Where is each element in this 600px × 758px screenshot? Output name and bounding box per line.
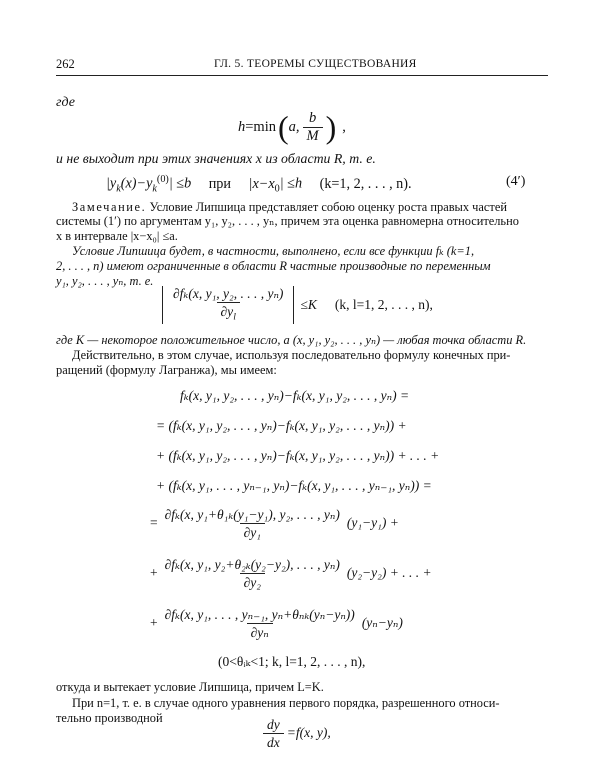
equation-bounded-derivative [162, 282, 433, 328]
frac-num: ∂fₖ(x, y₁, y₂+θ₂ₖ(y₂−y₂), . . . , yₙ) [164, 556, 340, 572]
remark-text: Условие Липшица представляет собою оценку роста правых частей [149, 200, 507, 214]
paragraph-line: откуда и вытекает условие Липшица, причем L=K. [56, 680, 324, 694]
eq-sub: 0 [274, 183, 280, 195]
remark-line: системы (1′) по аргументам y₁, y₂, . . . , yₙ, причем эта оценка равномерна относительно [56, 214, 519, 228]
eq-sup: (0) [156, 174, 169, 185]
eq-part: |y [106, 175, 117, 192]
remark-line [72, 200, 507, 214]
eq-comma: , [342, 118, 346, 135]
paragraph-line: тельно производной [56, 711, 163, 725]
frac-den: $\partial y_l$ [217, 302, 240, 325]
paragraph-line: y₁, y₂, . . . , yₙ, т. е. [56, 274, 154, 288]
eq-word: при [208, 175, 231, 192]
derivation-line: + $\frac{\text{∂fₖ(x, y₁, . . . , yₙ₋₁, yₙ+θₙₖ(yₙ−yₙ))}}{\text{∂yₙ}}$ (yₙ−yₙ) [150, 606, 403, 640]
eq-symbol: h [238, 118, 246, 135]
remark-title: Замечание. [72, 200, 147, 214]
frac-den: ∂yₙ [247, 623, 273, 640]
eq-sub: k [116, 183, 121, 195]
eq-part: ≤K [300, 297, 317, 312]
eq-part: (k=1, 2, . . . , n). [319, 175, 412, 192]
equation-ode [260, 713, 331, 753]
eq-part: (k, l=1, 2, . . . , n), [334, 297, 433, 312]
header-rule [56, 75, 548, 76]
frac-num: ∂fₖ(x, y₁, . . . , yₙ₋₁, yₙ+θₙₖ(yₙ−yₙ)) [164, 606, 355, 622]
text-line: где [56, 95, 75, 110]
derivation-line: = $\frac{\text{∂fₖ(x, y₁+θ₁ₖ(y₁−y₁), y₂, . . . , yₙ)}}{\text{∂y₁}}$ (y₁−y₁) + [150, 506, 399, 540]
eq-symbol: =min [245, 118, 276, 135]
eq-part: | ≤h [279, 175, 303, 192]
eq-sub: k [152, 183, 157, 195]
paragraph-line: ращений (формулу Лагранжа), мы имеем: [56, 363, 277, 377]
frac-den: ∂y₂ [240, 573, 265, 590]
running-title: ГЛ. 5. ТЕОРЕМЫ СУЩЕСТВОВАНИЯ [214, 58, 417, 70]
frac-den: M [303, 127, 323, 144]
equation-h-min [238, 102, 346, 152]
frac-num: ∂fₖ(x, y₁, y₂, . . . , yₙ) [173, 285, 284, 301]
eq-part: (x)−y [120, 175, 153, 192]
frac-num: b [308, 109, 317, 126]
equation-4prime [106, 174, 412, 195]
frac-num: ∂fₖ(x, y₁+θ₁ₖ(y₁−y₁), y₂, . . . , yₙ) [164, 506, 340, 522]
paragraph-line: Действительно, в этом случае, используя последовательно формулу конечных при- [72, 348, 511, 362]
paren-open: ( [278, 108, 289, 145]
derivation-line: + (fₖ(x, y₁, y₂, . . . , yₙ)−fₖ(x, y₁, y₂, . . . , yₙ)) + . . . + [156, 448, 440, 463]
eq-part: | ≤b [168, 175, 192, 192]
derivation-line: + (fₖ(x, y₁, . . . , yₙ₋₁, yₙ)−fₖ(x, y₁, . . . , yₙ₋₁, yₙ)) = [156, 478, 432, 493]
eq-part: =f(x, y), [286, 725, 331, 740]
remark-line: x в интервале |x−x₀| ≤a. [56, 229, 178, 243]
paragraph-line: 2, . . . , n) имеют ограниченные в области R частные производные по переменным [56, 259, 491, 273]
derivation-line: + $\frac{\text{∂fₖ(x, y₁, y₂+θ₂ₖ(y₂−y₂), . . . , yₙ)}}{\text{∂y₂}}$ (y₂−y₂) + . . . + [150, 556, 432, 590]
paren-close: ) [325, 108, 337, 145]
frac-num: dy [267, 716, 280, 732]
frac-den: dx [263, 733, 284, 750]
paragraph-line: где K — некоторое положительное число, а (x, y₁, y₂, . . . , yₙ) — любая точка области R. [56, 333, 527, 347]
frac-den: ∂y₁ [240, 523, 265, 540]
derivation-condition: (0<θᵢₖ<1; k, l=1, 2, . . . , n), [218, 654, 366, 669]
text-line: и не выходит при этих значениях x из области R, т. е. [56, 151, 376, 166]
derivation-line: fₖ(x, y₁, y₂, . . . , yₙ)−fₖ(x, y₁, y₂, . . . , yₙ) = [180, 388, 410, 403]
equation-number: (4′) [506, 174, 526, 189]
paragraph-line: При n=1, т. е. в случае одного уравнения первого порядка, разрешенного относи- [72, 696, 500, 710]
paragraph-line: Условие Липшица будет, в частности, выполнено, если все функции fₖ (k=1, [72, 244, 475, 258]
eq-symbol: a, [288, 118, 300, 135]
page-number: 262 [56, 57, 75, 71]
eq-part: |x−x [248, 175, 275, 192]
derivation-line: = (fₖ(x, y₁, y₂, . . . , yₙ)−fₖ(x, y₁, y₂, . . . , yₙ)) + [156, 418, 407, 433]
